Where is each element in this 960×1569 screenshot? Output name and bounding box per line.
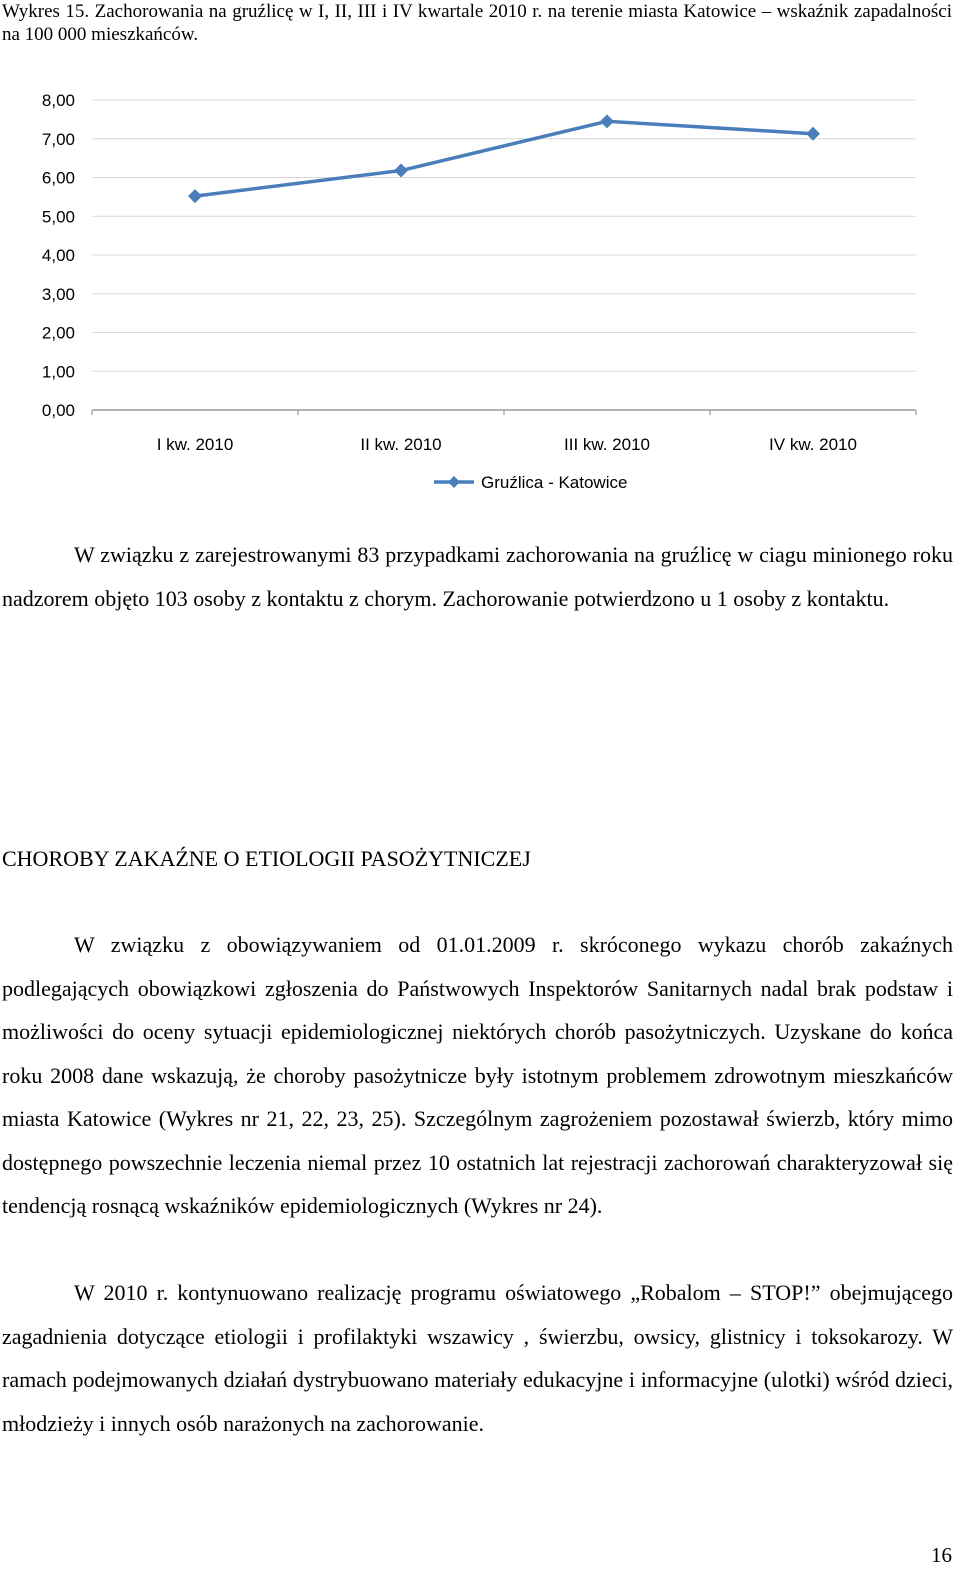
series-line (195, 121, 813, 196)
data-point (394, 164, 408, 178)
legend-label: Gruźlica - Katowice (481, 473, 628, 492)
y-tick-label: 4,00 (41, 246, 75, 265)
y-tick-label: 6,00 (41, 168, 75, 188)
figure-caption: Wykres 15. Zachorowania na gruźlicę w I, II, III i IV kwartale 2010 r. na terenie miasta Katowice – wskaźnik zapadalności na 100 000 mieszkańców. (2, 1, 952, 45)
y-tick-label: 1,00 (41, 362, 75, 382)
paragraph-tuberculosis-contacts (2, 533, 953, 620)
y-tick-label: 8,00 (41, 91, 75, 110)
y-tick-label: 2,00 (41, 323, 75, 343)
x-tick-label: IV kw. 2010 (769, 435, 857, 454)
y-tick-label: 7,00 (41, 129, 75, 149)
x-tick-label: III kw. 2010 (564, 435, 650, 454)
x-tick-label: II kw. 2010 (360, 435, 442, 454)
section-heading: CHOROBY ZAKAŹNE O ETIOLOGII PASOŻYTNICZEJ (2, 846, 531, 871)
y-tick-label: 5,00 (41, 207, 75, 227)
data-point (600, 114, 614, 128)
paragraph-text: W 2010 r. kontynuowano realizację programu oświatowego „Robalom – STOP!” obejmującego zagadnienia dotyczące etiologii i profilaktyki wszawicy , świerzbu, owsicy, glistnicy i toksokarozy. W ramach podejmowanych działań dystrybuowano materiały edukacyjne i informacyjne (ulotki) wśród dzieci, młodzieży i innych osób narażonych na zachorowanie. (2, 1280, 953, 1436)
paragraph-text: W związku z obowiązywaniem od 01.01.2009 r. skróconego wykazu chorób zakaźnych podlegających obowiązkowi zgłoszenia do Państwowych Inspektorów Sanitarnych nadal brak podstaw i możliwości do oceny sytuacji epidemiologicznej niektórych chorób pasożytniczych. Uzyskane do końca roku 2008 dane wskazują, że choroby pasożytnicze były istotnym problemem zdrowotnym mieszkańców miasta Katowice (Wykres nr 21, 22, 23, 25). Szczególnym zagrożeniem pozostawał świerzb, który mimo dostępnego powszechnie leczenia niemal przez 10 ostatnich lat rejestracji zachorowań charakteryzował się tendencją rosnącą wskaźników epidemiologicznych (Wykres nr 24). (2, 932, 953, 1218)
paragraph-text: W związku z zarejestrowanymi 83 przypadkami zachorowania na gruźlicę w ciagu minionego roku nadzorem objęto 103 osoby z kontaktu z chorym. Zachorowanie potwierdzono u 1 osoby z kontaktu. (2, 542, 953, 611)
y-tick-label: 0,00 (41, 401, 75, 420)
legend-marker-icon (448, 476, 460, 488)
data-point (188, 189, 202, 203)
x-tick-label: I kw. 2010 (156, 435, 234, 454)
paragraph-parasitic-diseases (2, 923, 953, 1228)
y-tick-label: 3,00 (41, 284, 75, 304)
line-chart (0, 80, 960, 505)
paragraph-education-program (2, 1271, 953, 1445)
page-number: 16 (931, 1543, 952, 1567)
